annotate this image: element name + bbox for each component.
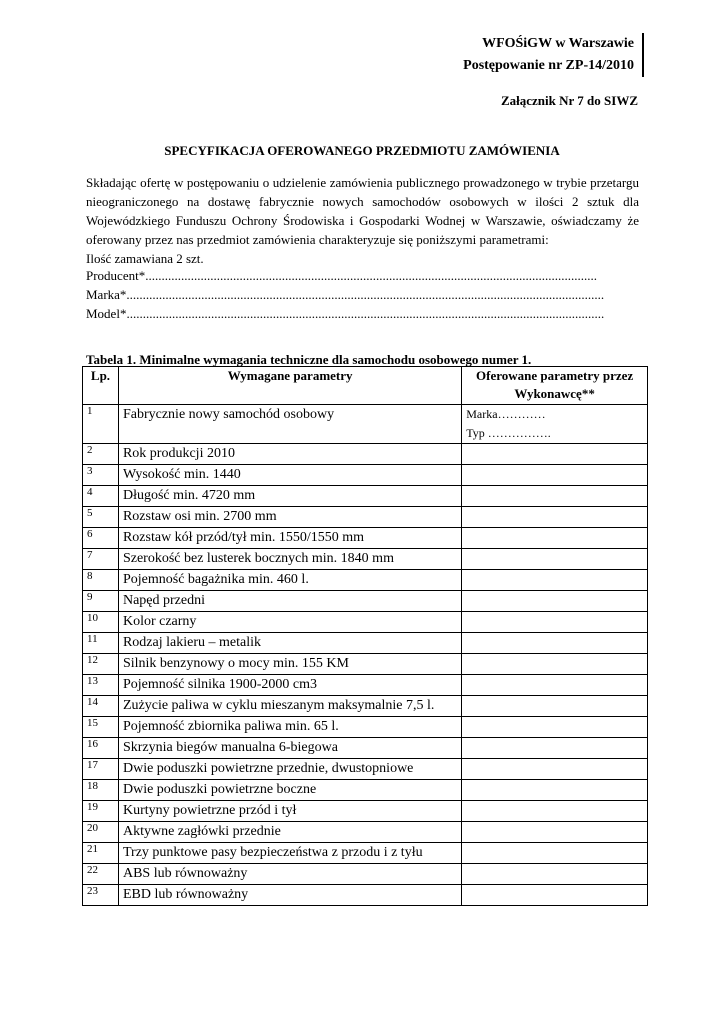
row-lp: 2 <box>83 444 119 465</box>
row-offer[interactable] <box>462 507 648 528</box>
row-param: Długość min. 4720 mm <box>118 486 461 507</box>
row-param: Zużycie paliwa w cyklu mieszanym maksymalnie 7,5 l. <box>118 696 461 717</box>
row-lp: 23 <box>83 885 119 906</box>
table-row <box>83 885 648 906</box>
producer-field: Producent*........................................................................................................................................... <box>86 268 597 283</box>
spec-table <box>82 366 648 906</box>
row-lp: 20 <box>83 822 119 843</box>
table-row <box>83 633 648 654</box>
table-row <box>83 405 648 444</box>
offer-brand-field: Marka………… <box>466 407 546 421</box>
row-param: Rozstaw osi min. 2700 mm <box>118 507 461 528</box>
row-param: Rozstaw kół przód/tył min. 1550/1550 mm <box>118 528 461 549</box>
row-lp: 14 <box>83 696 119 717</box>
row-offer[interactable] <box>462 759 648 780</box>
row-lp: 12 <box>83 654 119 675</box>
intro-paragraph: Składając ofertę w postępowaniu o udzielenie zamówienia publicznego prowadzonego w trybie przetargu nieograniczonego na dostawę fabrycznie nowych samochodów osobowych w ilości 2 sztuk dla Wojewódzkiego Funduszu Ochrony Środowiska i Gospodarki Wodnej w Warszawie, oświadczamy że oferowany przez nas przedmiot zamówienia charakteryzuje się poniższymi parametrami: <box>86 175 639 247</box>
table-row <box>83 822 648 843</box>
row-lp: 22 <box>83 864 119 885</box>
intro-section <box>86 173 639 268</box>
row-param: Pojemność bagażnika min. 460 l. <box>118 570 461 591</box>
row-param: Kolor czarny <box>118 612 461 633</box>
row-lp: 5 <box>83 507 119 528</box>
row-lp: 18 <box>83 780 119 801</box>
table-row <box>83 864 648 885</box>
document-title: SPECYFIKACJA OFEROWANEGO PRZEDMIOTU ZAMÓWIENIA <box>164 143 560 158</box>
row-param: Dwie poduszki powietrzne przednie, dwustopniowe <box>118 759 461 780</box>
table-row <box>83 780 648 801</box>
table-row <box>83 675 648 696</box>
row-offer[interactable] <box>462 738 648 759</box>
procedure-number: Postępowanie nr ZP-14/2010 <box>463 58 634 73</box>
row-lp: 6 <box>83 528 119 549</box>
row-param: Wysokość min. 1440 <box>118 465 461 486</box>
row-offer[interactable] <box>462 780 648 801</box>
row-offer[interactable] <box>462 717 648 738</box>
row-offer[interactable] <box>462 801 648 822</box>
table-row <box>83 528 648 549</box>
table-row <box>83 612 648 633</box>
row-offer <box>462 405 648 444</box>
row-offer[interactable] <box>462 654 648 675</box>
row-offer[interactable] <box>462 570 648 591</box>
row-offer[interactable] <box>462 486 648 507</box>
row-param: Pojemność zbiornika paliwa min. 65 l. <box>118 717 461 738</box>
row-lp: 11 <box>83 633 119 654</box>
row-param: ABS lub równoważny <box>118 864 461 885</box>
institution-name: WFOŚiGW w Warszawie <box>482 36 634 51</box>
row-offer[interactable] <box>462 591 648 612</box>
row-lp: 19 <box>83 801 119 822</box>
row-lp: 13 <box>83 675 119 696</box>
row-offer[interactable] <box>462 612 648 633</box>
row-lp: 7 <box>83 549 119 570</box>
table-row <box>83 717 648 738</box>
table-row <box>83 507 648 528</box>
row-offer[interactable] <box>462 633 648 654</box>
row-offer[interactable] <box>462 822 648 843</box>
header-params: Wymagane parametry <box>118 367 461 405</box>
table-row <box>83 738 648 759</box>
table-caption: Tabela 1. Minimalne wymagania techniczne dla samochodu osobowego numer 1. <box>86 352 532 367</box>
table-row <box>83 843 648 864</box>
table-row <box>83 801 648 822</box>
row-param: Aktywne zagłówki przednie <box>118 822 461 843</box>
row-offer[interactable] <box>462 885 648 906</box>
row-lp: 3 <box>83 465 119 486</box>
row-param: Rok produkcji 2010 <box>118 444 461 465</box>
row-param: Szerokość bez lusterek bocznych min. 1840 mm <box>118 549 461 570</box>
row-param: Silnik benzynowy o mocy min. 155 KM <box>118 654 461 675</box>
row-offer[interactable] <box>462 696 648 717</box>
fill-in-fields <box>86 266 646 323</box>
row-param: Pojemność silnika 1900-2000 cm3 <box>118 675 461 696</box>
row-param: Skrzynia biegów manualna 6-biegowa <box>118 738 461 759</box>
row-param: EBD lub równoważny <box>118 885 461 906</box>
document-header <box>463 33 644 77</box>
header-offer-line2: Wykonawcę** <box>514 386 595 401</box>
row-offer[interactable] <box>462 528 648 549</box>
table-row <box>83 486 648 507</box>
row-lp: 8 <box>83 570 119 591</box>
row-param: Fabrycznie nowy samochód osobowy <box>118 405 461 444</box>
row-offer[interactable] <box>462 675 648 696</box>
row-lp: 21 <box>83 843 119 864</box>
header-lp: Lp. <box>83 367 119 405</box>
row-offer[interactable] <box>462 549 648 570</box>
row-offer[interactable] <box>462 444 648 465</box>
row-lp: 15 <box>83 717 119 738</box>
table-row <box>83 444 648 465</box>
table-row <box>83 591 648 612</box>
row-offer[interactable] <box>462 843 648 864</box>
row-lp: 1 <box>83 405 119 444</box>
row-offer[interactable] <box>462 864 648 885</box>
row-param: Dwie poduszki powietrzne boczne <box>118 780 461 801</box>
table-header-row <box>83 367 648 405</box>
row-lp: 9 <box>83 591 119 612</box>
table-row <box>83 654 648 675</box>
row-offer[interactable] <box>462 465 648 486</box>
row-lp: 4 <box>83 486 119 507</box>
quantity-line: Ilość zamawiana 2 szt. <box>86 251 204 266</box>
header-offer <box>462 367 648 405</box>
table-row <box>83 570 648 591</box>
table-row <box>83 696 648 717</box>
row-lp: 17 <box>83 759 119 780</box>
row-lp: 16 <box>83 738 119 759</box>
row-param: Trzy punktowe pasy bezpieczeństwa z przodu i z tyłu <box>118 843 461 864</box>
annex-label: Załącznik Nr 7 do SIWZ <box>500 93 638 108</box>
row-lp: 10 <box>83 612 119 633</box>
row-param: Rodzaj lakieru – metalik <box>118 633 461 654</box>
table-row <box>83 549 648 570</box>
table-row <box>83 759 648 780</box>
header-offer-line1: Oferowane parametry przez <box>476 368 634 383</box>
row-param: Kurtyny powietrzne przód i tył <box>118 801 461 822</box>
brand-field: Marka*................................................................................................................................................... <box>86 287 605 302</box>
model-field: Model*................................................................................................................................................... <box>86 306 605 321</box>
row-param: Napęd przedni <box>118 591 461 612</box>
table-row <box>83 465 648 486</box>
offer-type-field: Typ ……………. <box>466 426 551 440</box>
